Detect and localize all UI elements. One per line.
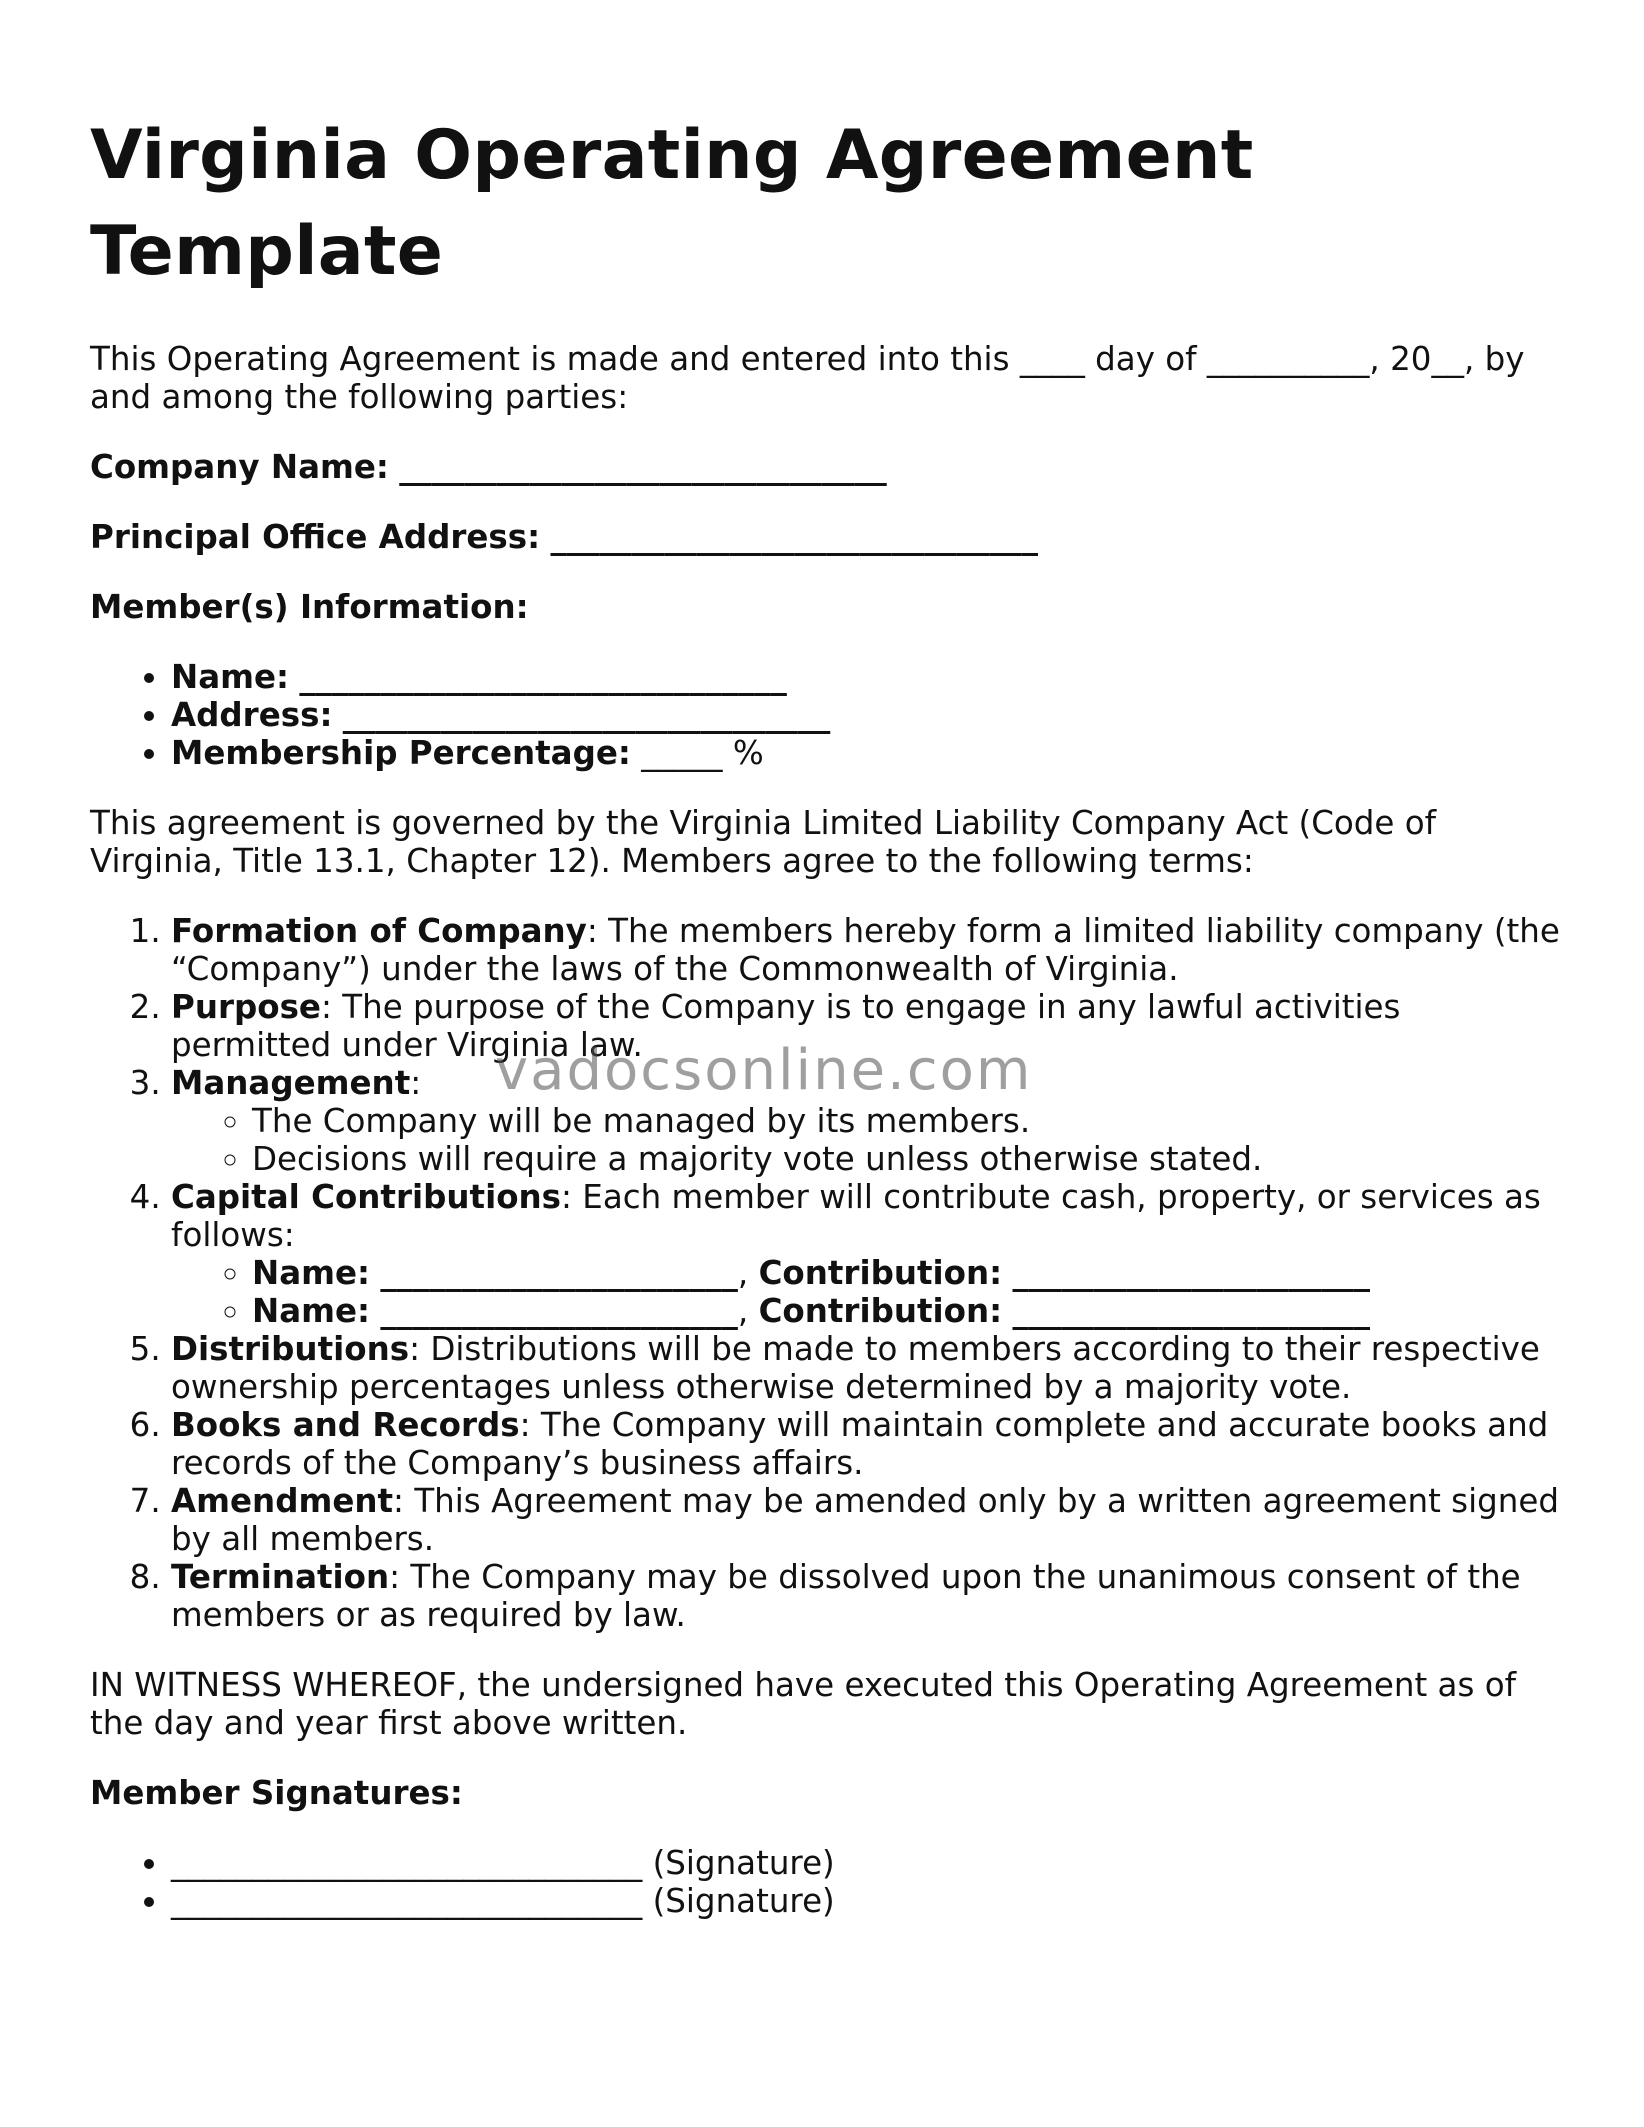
term-amendment (171, 1482, 1570, 1558)
list-item: ◦ Decisions will require a majority vote unless otherwise stated. (252, 1140, 1570, 1178)
signature-label: (Signature) (652, 1882, 835, 1920)
member-percentage-blank: _____ % (641, 734, 764, 772)
term-text: : Each member will contribute cash, property, or services as follows: (171, 1178, 1541, 1254)
governing-paragraph: This agreement is governed by the Virginia Limited Liability Company Act (Code of Virginia, Title 13.1, Chapter 12). Members agree to the following terms: (90, 804, 1437, 880)
list-item: ◦ The Company will be managed by its members. (252, 1102, 1570, 1140)
term-text: : The Company may be dissolved upon the unanimous consent of the members or as required by law. (171, 1558, 1521, 1634)
list-item (171, 1844, 1570, 1882)
term-termination (171, 1558, 1570, 1634)
page-title: Virginia Operating Agreement Template (90, 116, 1254, 291)
contribution-separator: , (737, 1254, 749, 1292)
company-name-blank: ______________________________ (399, 448, 887, 486)
term-heading: Termination (171, 1558, 390, 1596)
list-item (252, 1292, 1570, 1330)
contributions-sublist (171, 1254, 1570, 1330)
contribution-label: Contribution: (758, 1254, 1003, 1292)
signature-line: _____________________________ (171, 1844, 643, 1882)
term-heading: Books and Records (171, 1406, 520, 1444)
term-text: : This Agreement may be amended only by a written agreement signed by all members. (171, 1482, 1559, 1558)
witness-paragraph: IN WITNESS WHEREOF, the undersigned have executed this Operating Agreement as of the day and year first above written. (90, 1666, 1517, 1742)
company-name-label: Company Name: (90, 448, 389, 486)
member-name-blank: ______________________________ (299, 658, 787, 696)
member-info-list (90, 658, 1570, 772)
signature-label: (Signature) (652, 1844, 835, 1882)
term-text: : The Company will maintain complete and accurate books and records of the Company’s business affairs. (171, 1406, 1549, 1482)
contribution-name-blank: ______________________ (380, 1254, 738, 1292)
term-text: : The purpose of the Company is to engage in any lawful activities permitted under Virginia law. (171, 988, 1401, 1064)
company-name-field (90, 448, 1570, 486)
term-heading: Purpose (171, 988, 321, 1026)
signature-list (90, 1844, 1570, 1920)
list-item (171, 1882, 1570, 1920)
signature-line: _____________________________ (171, 1882, 643, 1920)
contribution-name-blank: ______________________ (380, 1292, 738, 1330)
principal-office-label: Principal Office Address: (90, 518, 541, 556)
signatures-heading: Member Signatures: (90, 1774, 463, 1812)
term-heading: Amendment (171, 1482, 394, 1520)
list-item (171, 658, 1570, 696)
list-item (171, 696, 1570, 734)
term-heading: Formation of Company (171, 912, 587, 950)
member-address-label: Address: (171, 696, 333, 734)
term-purpose (171, 988, 1570, 1064)
term-text: : The members hereby form a limited liability company (the “Company”) under the laws of the Commonwealth of Virginia. (171, 912, 1560, 988)
member-percentage-label: Membership Percentage: (171, 734, 631, 772)
term-books-records (171, 1406, 1570, 1482)
term-text: : (410, 1064, 422, 1102)
contribution-blank: ______________________ (1012, 1254, 1370, 1292)
watermark: vadocsonline.com (495, 1038, 1033, 1103)
management-sublist (171, 1102, 1570, 1178)
term-capital-contributions (171, 1178, 1570, 1330)
list-item (252, 1254, 1570, 1292)
principal-office-field (90, 518, 1570, 556)
contribution-separator: , (737, 1292, 749, 1330)
term-heading: Distributions (171, 1330, 410, 1368)
member-name-label: Name: (171, 658, 290, 696)
term-formation (171, 912, 1570, 988)
term-heading: Management (171, 1064, 411, 1102)
term-text: : Distributions will be made to members according to their respective ownership percentages unless otherwise determined by a majority vote. (171, 1330, 1540, 1406)
contribution-name-label: Name: (252, 1292, 371, 1330)
term-distributions (171, 1330, 1570, 1406)
term-management (171, 1064, 1570, 1178)
member-address-blank: ______________________________ (342, 696, 831, 734)
document-page (90, 0, 1570, 1920)
term-heading: Capital Contributions (171, 1178, 562, 1216)
contribution-label: Contribution: (758, 1292, 1003, 1330)
contribution-name-label: Name: (252, 1254, 371, 1292)
terms-list (90, 912, 1570, 1634)
members-heading: Member(s) Information: (90, 588, 529, 626)
list-item (171, 734, 1570, 772)
principal-office-blank: ______________________________ (550, 518, 1038, 556)
intro-paragraph: This Operating Agreement is made and entered into this ____ day of __________, 20__, by and among the following parties: (90, 340, 1525, 416)
contribution-blank: ______________________ (1012, 1292, 1370, 1330)
